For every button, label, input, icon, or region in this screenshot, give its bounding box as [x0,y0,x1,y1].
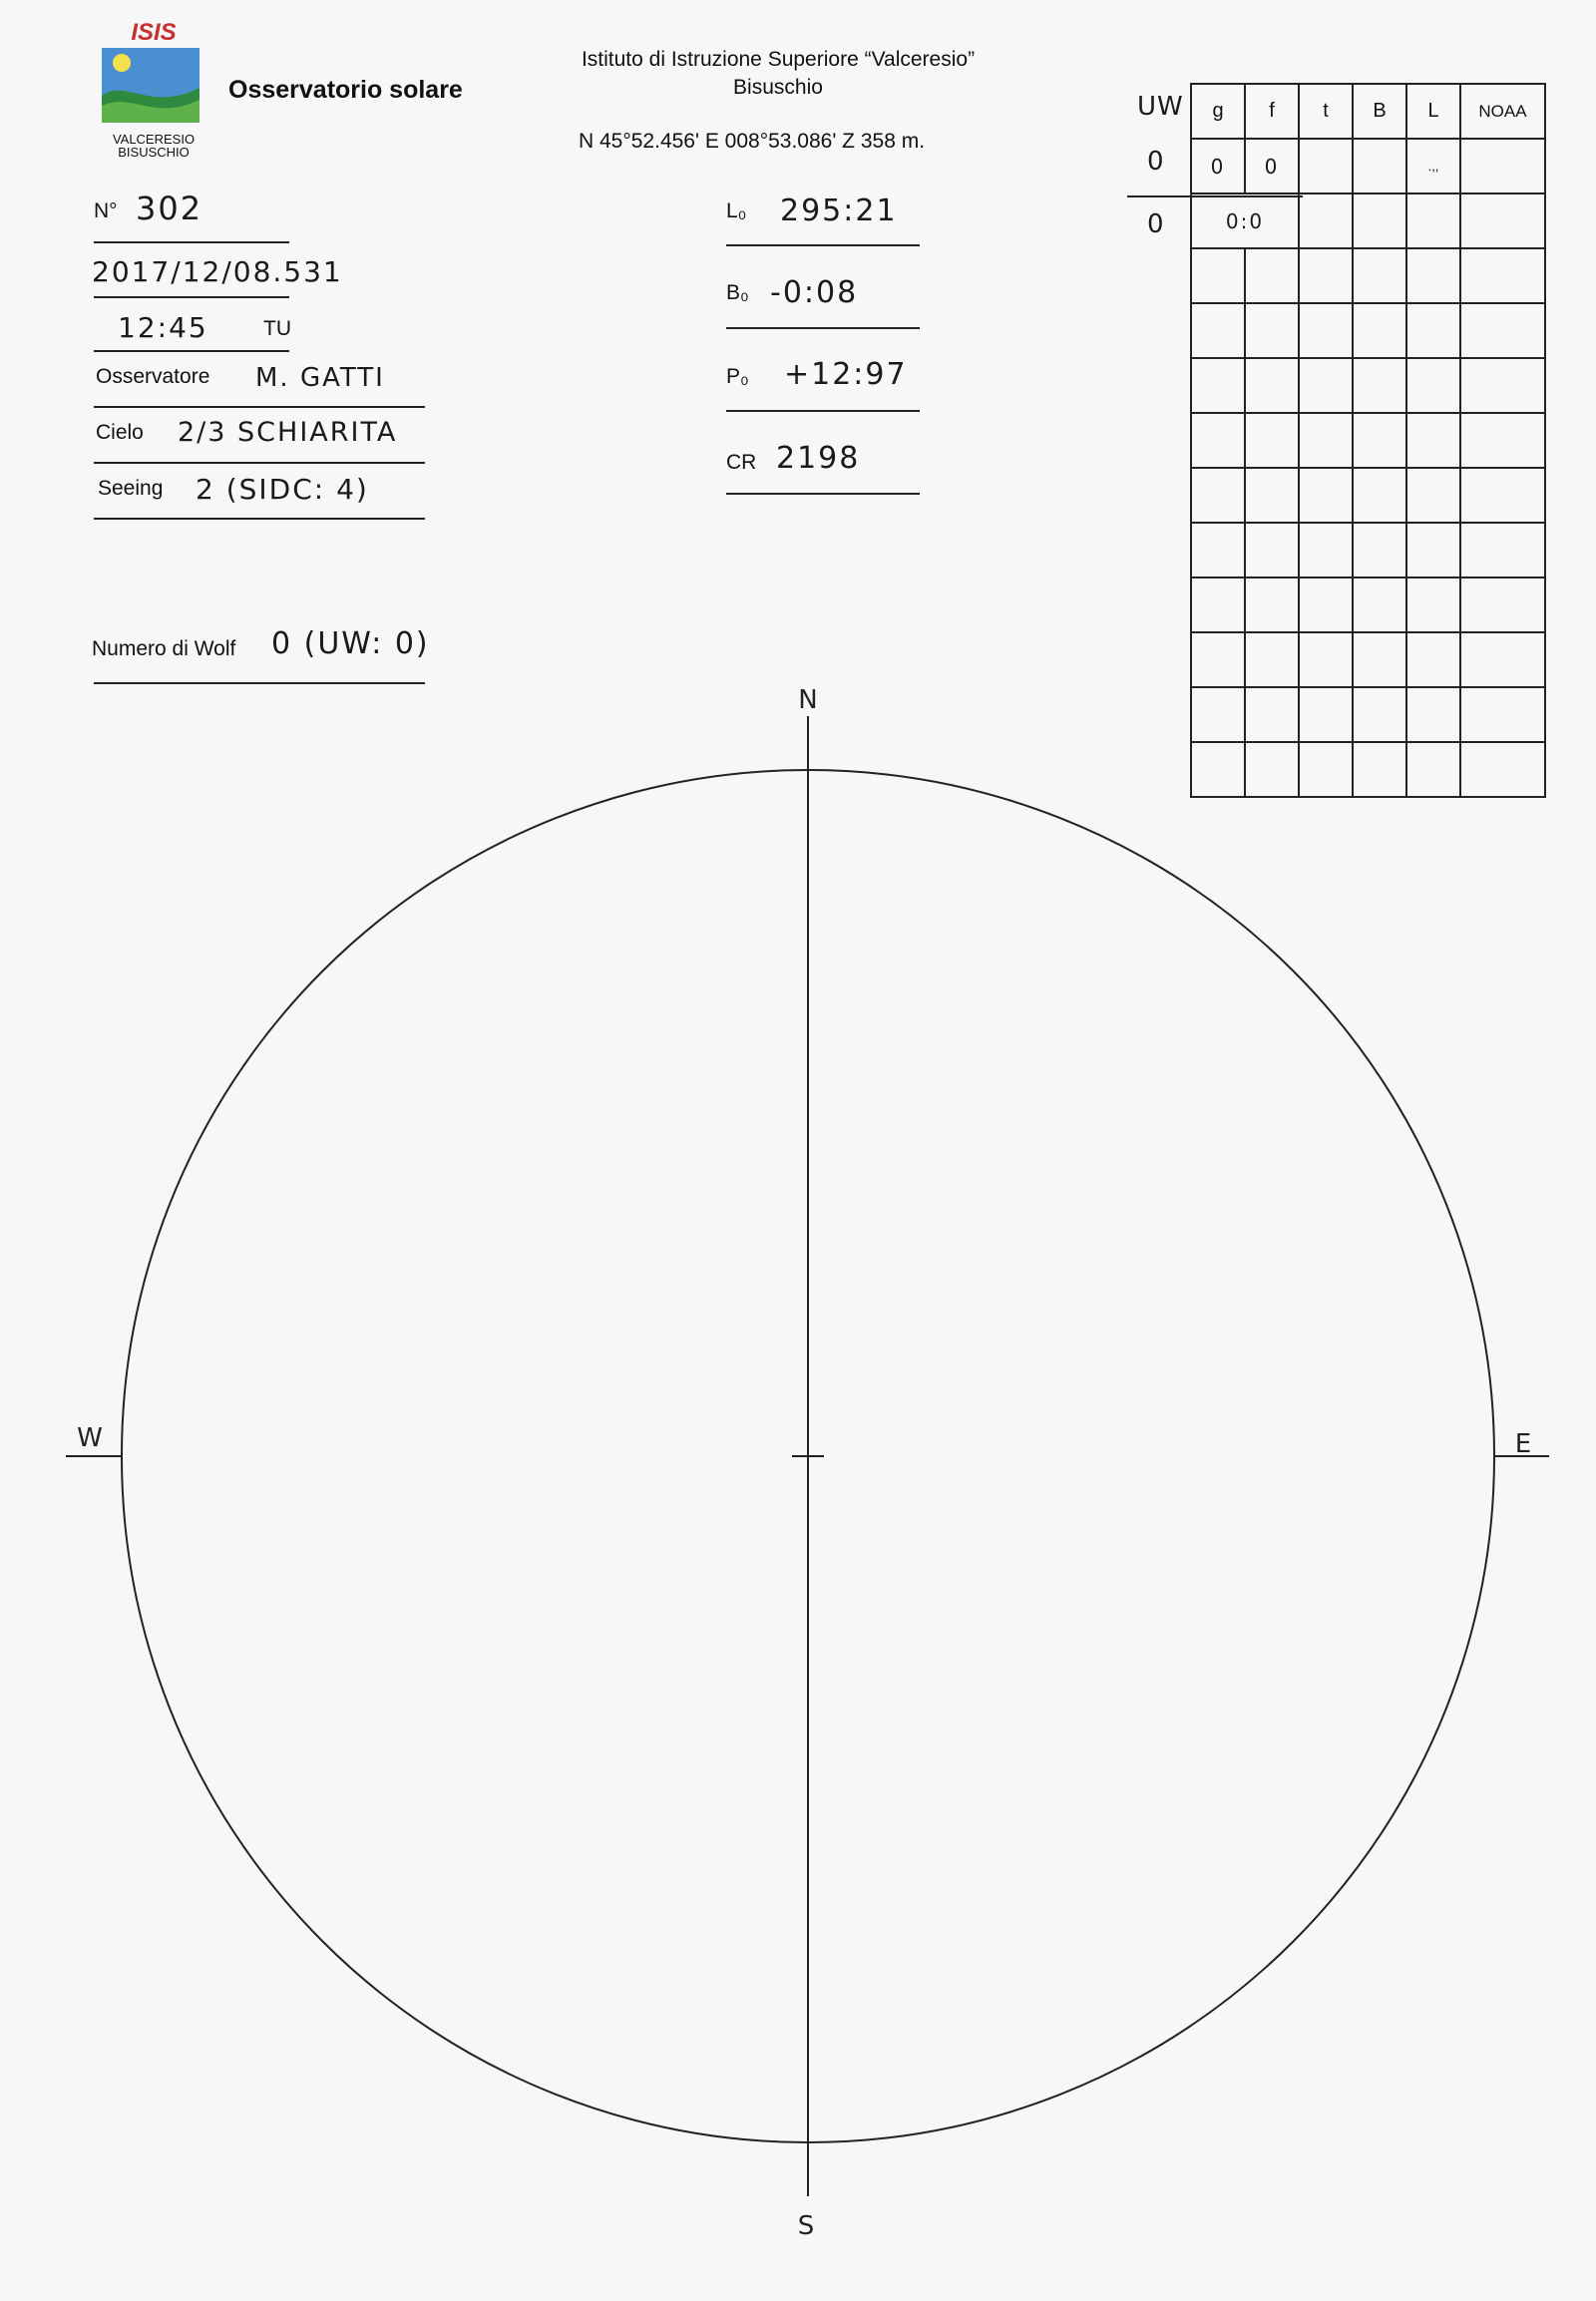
seeing-value: 2 (SIDC: 4) [196,473,369,506]
time-value: 12:45 [118,311,208,344]
west-label: W [77,1423,103,1453]
col-header-g: g [1191,84,1245,139]
table-cell: 0 [1191,139,1245,193]
b0-label: B₀ [726,281,749,304]
institute-line2: Bisuschio [733,76,823,99]
logo-sub1: VALCERESIO [112,132,196,147]
b0-value: -0:08 [770,275,859,310]
south-label: S [797,2211,815,2241]
time-unit: TU [263,317,291,340]
sky-value: 2/3 SCHIARITA [178,417,398,448]
col-header-noaa: NOAA [1460,84,1545,139]
l0-label: L₀ [726,199,747,222]
site-coordinates: N 45°52.456' E 008°53.086' Z 358 m. [579,130,926,153]
wolf-value: 0 (UW: 0) [271,626,430,661]
col-header-l: L [1406,84,1460,139]
uw-header: UW [1137,92,1184,122]
date-value: 2017/12/08.531 [92,255,343,288]
number-value: 302 [136,190,203,227]
observatory-title: Osservatorio solare [228,76,463,104]
col-header-t: t [1299,84,1353,139]
cr-value: 2198 [776,441,861,476]
cr-label: CR [726,451,757,474]
east-label: E [1514,1429,1532,1459]
p0-value: +12:97 [784,357,908,392]
l0-value: 295:21 [780,193,898,228]
col-header-f: f [1245,84,1299,139]
institute-line1: Istituto di Istruzione Superiore “Valceresio” [581,48,976,71]
logo-text: ISIS [131,19,177,46]
p0-label: P₀ [726,365,749,388]
observer-value: M. GATTI [255,363,385,393]
table-cell: .,, [1406,139,1460,193]
col-header-b: B [1353,84,1406,139]
north-label: N [798,685,818,715]
seeing-label: Seeing [98,477,164,500]
table-cell: 0 [1245,139,1299,193]
table-cell: 0:0 [1191,193,1299,248]
number-label: N° [94,199,118,222]
wolf-label: Numero di Wolf [92,637,236,660]
sky-label: Cielo [96,421,144,444]
uw-value-1: 0 [1147,147,1166,177]
observer-label: Osservatore [96,365,210,388]
uw-value-2: 0 [1147,209,1166,239]
logo-sub2: BISUSCHIO [118,145,190,160]
